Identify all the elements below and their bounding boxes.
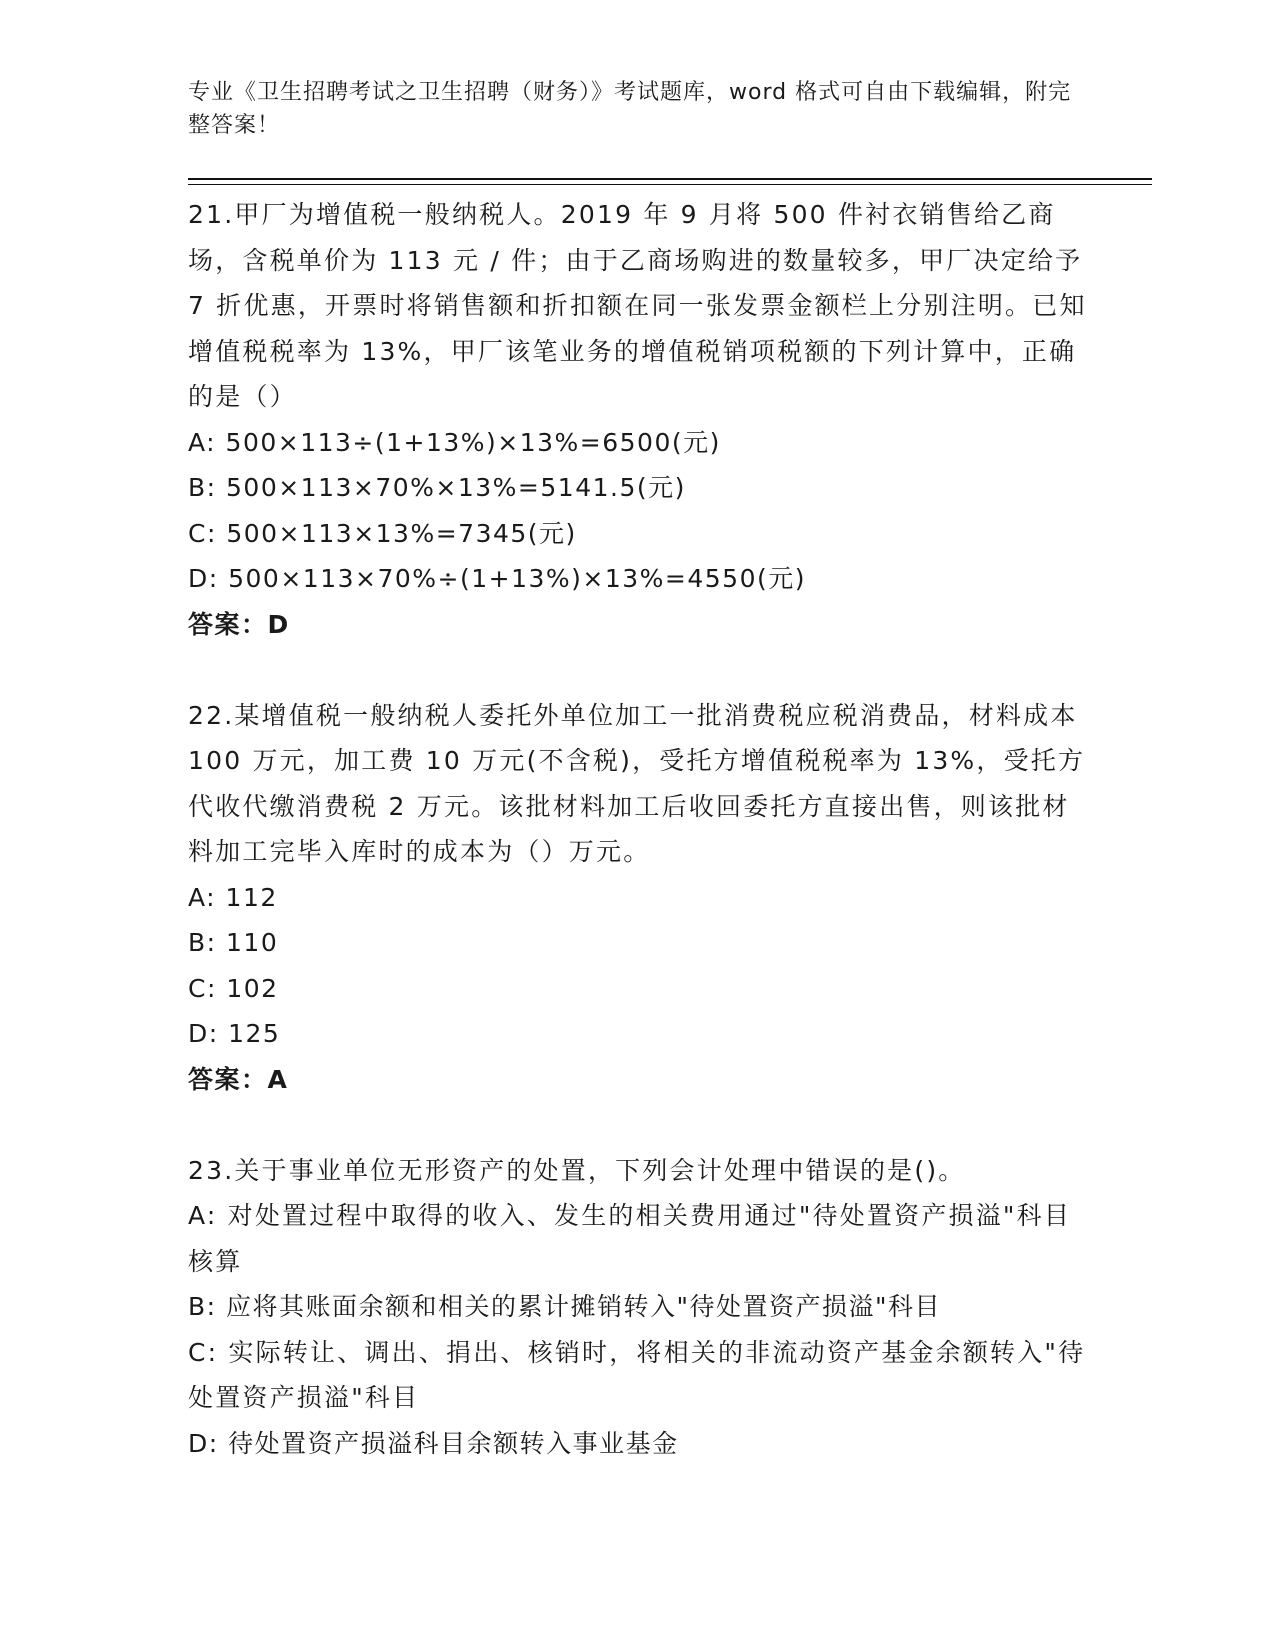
question-spacer (188, 647, 1088, 693)
question-list (188, 192, 1088, 1466)
question-spacer (188, 1102, 1088, 1148)
question-22 (188, 693, 1088, 1103)
answer-label: 答案：A (188, 1064, 289, 1094)
header-divider-thick (188, 178, 1152, 180)
option-b: B: 500×113×70%×13%=5141.5(元) (188, 473, 686, 502)
option-a: A: 500×113÷(1+13%)×13%=6500(元) (188, 427, 721, 457)
question-stem: 23.关于事业单位无形资产的处置，下列会计处理中错误的是()。 (188, 1155, 966, 1185)
option-b: B: 110 (188, 928, 279, 957)
option-a: A: 112 (188, 882, 278, 912)
option-a: A: 对处置过程中取得的收入、发生的相关费用通过"待处置资产损溢"科目核算 (188, 1201, 1072, 1276)
option-b: B: 应将其账面余额和相关的累计摊销转入"待处置资产损溢"科目 (188, 1292, 942, 1321)
document-header: 专业《卫生招聘考试之卫生招聘（财务）》考试题库，word 格式可自由下载编辑，附完整答案！ (188, 80, 1072, 138)
header-divider-thin (188, 184, 1152, 185)
option-d: D: 待处置资产损溢科目余额转入事业基金 (188, 1428, 679, 1458)
option-d: D: 125 (188, 1019, 281, 1048)
question-21 (188, 192, 1088, 647)
option-d: D: 500×113×70%÷(1+13%)×13%=4550(元) (188, 564, 806, 593)
answer-label: 答案：D (188, 609, 290, 639)
question-stem: 22.某增值税一般纳税人委托外单位加工一批消费税应税消费品，材料成本 100 万元，加工费 10 万元(不含税)，受托方增值税税率为 13%，受托方代收代缴消费税 2 万元。该批材料加工后收回委托方直接出售，则该批材料加工完毕入库时的成本为（）万元。 (188, 700, 1086, 866)
question-stem: 21.甲厂为增值税一般纳税人。2019 年 9 月将 500 件衬衣销售给乙商场，含税单价为 113 元 / 件；由于乙商场购进的数量较多，甲厂决定给予 7 折优惠，开票时将销售额和折扣额在同一张发票金额栏上分别注明。已知增值税税率为 13%，甲厂该笔业务的增值税销项税额的下列计算中，正确的是（） (188, 200, 1087, 411)
question-23 (188, 1148, 1088, 1467)
option-c: C: 102 (188, 973, 279, 1003)
option-c: C: 500×113×13%=7345(元) (188, 518, 577, 548)
option-c: C: 实际转让、调出、捐出、核销时，将相关的非流动资产基金余额转入"待处置资产损溢"科目 (188, 1337, 1086, 1412)
